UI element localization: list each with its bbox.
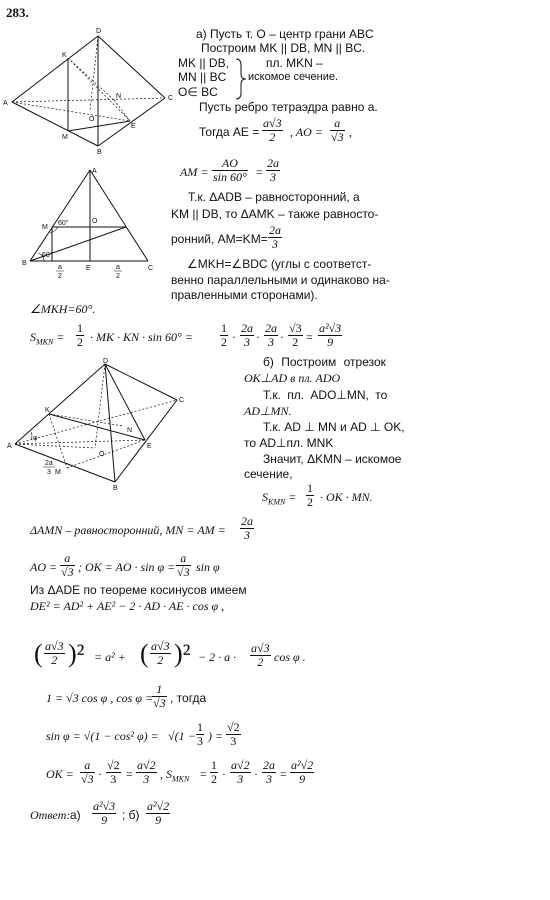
part-a-para-2: KM || DB, то ΔAMK – также равносто- (171, 207, 379, 221)
fig1-label-C: C (168, 95, 174, 102)
part-a-para-1: Т.к. ΔADB – равносторонний, а (188, 190, 360, 204)
part-a-line-3: Пусть ребро тетраэдра равно a. (199, 100, 378, 114)
fig2-label-E: E (86, 265, 91, 272)
s-final-eq-2: = (280, 767, 287, 781)
part-a-para-5: венно параллельными и одинаково на- (171, 273, 390, 287)
ao-fraction: $\frac{a}{√3}$ (331, 116, 344, 144)
fig3-label-A: A (7, 443, 12, 450)
s-final-frac-b: $\frac{2a}{3}$ (263, 758, 275, 786)
system-line-1: MK || DB, (178, 56, 229, 70)
s-term-half: $\frac{1}{2}$ (221, 321, 227, 349)
s-final-label: , $S_{MKN}$ (160, 767, 190, 784)
fig3-label-O: O (99, 451, 105, 458)
system-brace (234, 57, 248, 101)
part-b-line-1: б) Построим отрезок (263, 355, 386, 369)
part-b-line-2: OK⊥AD в пл. ADO (244, 371, 341, 385)
cosine-theorem-formula: DE² = AD² + AE² − 2 · AD · AE · cos φ , (30, 599, 225, 613)
s-half-fraction: $\frac{1}{2}$ (77, 321, 83, 349)
s-term-2a3-1: $\frac{2a}{3}$ (241, 321, 253, 349)
s-kmn-tail: · OK · MN. (320, 490, 373, 504)
ok-final-dot: · (98, 767, 102, 781)
s-term-sqrt3-2: $\frac{√3}{2}$ (289, 321, 302, 349)
cosine-theorem-intro: Из ΔADE по теореме косинусов имеем (30, 583, 247, 597)
fig3-label-E: E (147, 443, 152, 450)
answer-a-fraction: $\frac{\text{a²√3}}{9}$ (93, 799, 116, 827)
fig1-label-B: B (97, 149, 102, 156)
fig2-label-M: M (42, 224, 48, 231)
sin-phi-inner-fraction: $\frac{1}{3}$ (197, 720, 203, 748)
fig1-label-D: D (96, 28, 102, 35)
fig1-label-K: K (62, 52, 67, 59)
s-kmn-label: $S_{KMN}$ = (262, 490, 297, 507)
part-a-para-4: ∠MKH=∠BDC (углы с соответст- (187, 257, 372, 271)
eq-frac-1: $\frac{a√3}{2}$ (45, 639, 64, 667)
angle-mkh-60: ∠MKH=60°. (30, 302, 96, 316)
s-final-eq: = (200, 767, 207, 781)
system-line-3: O∈ BC (178, 85, 218, 99)
sin-phi-close: ) = (208, 729, 224, 743)
s-kmn-half: $\frac{1}{2}$ (307, 481, 313, 509)
s-final-dot-1: · (222, 767, 226, 781)
part-b-line-6: то AD⊥пл. MNK (244, 436, 334, 450)
am-fraction-2: $\frac{2a}{3}$ (267, 156, 279, 184)
fig2-label-a-right: a (116, 264, 120, 271)
eq-frac-2: $\frac{a√3}{2}$ (151, 639, 170, 667)
s-mkn-middle: · MK · KN · sin 60° = (90, 330, 193, 344)
part-b-line-4: AD⊥MN. (244, 404, 292, 418)
system-result-2: искомое сечение. (248, 71, 339, 83)
paren-open-2: ( (140, 639, 149, 668)
ok-final-frac-1: $\frac{a}{√3}$ (81, 758, 94, 786)
ok-fraction: $\frac{a}{√3}$ (177, 551, 190, 579)
fig2-label-a-left: a (58, 264, 62, 271)
fig2-label-2-right: 2 (116, 273, 120, 280)
s-final-frac-a: $\frac{a√2}{3}$ (231, 758, 250, 786)
problem-number: 283. (6, 5, 29, 20)
paren-open-1: ( (34, 639, 43, 668)
answer-label: Ответ: (30, 808, 71, 822)
fig3-label-K: K (45, 407, 50, 414)
ao-comma: , (349, 125, 352, 139)
cos-phi-fraction: $\frac{1}{√3}$ (153, 682, 166, 710)
fig2-label-A: A (92, 168, 97, 175)
fig3-label-N: N (127, 427, 133, 434)
amn-line: ΔAMN – равносторонний, MN = AM = (30, 523, 226, 537)
eq-end: cos φ . (274, 650, 306, 664)
part-b-line-8: сечение, (244, 467, 293, 481)
ae-label: Тогда AE = (199, 125, 260, 139)
paren-close-1: )² (68, 639, 85, 668)
fig3-label-3: 3 (47, 469, 51, 476)
ao-b-fraction: $\frac{a}{√3}$ (61, 551, 74, 579)
s-final-half: $\frac{1}{2}$ (211, 758, 217, 786)
fig2-angle-60-bottom: 60° (42, 252, 53, 259)
fig1-label-M: M (62, 134, 68, 141)
s-dot-3: · (280, 330, 284, 344)
fig3-label-phi: φ (33, 435, 38, 442)
ok-final-eq: = (126, 767, 133, 781)
part-a-para-6: правленными сторонами). (171, 288, 318, 302)
eq-tail: − 2 · a · (198, 650, 237, 664)
s-dot-1: · (232, 330, 236, 344)
fig1-label-N: N (116, 93, 122, 100)
ok-sin-phi: sin φ (196, 560, 220, 574)
fig2-label-C: C (148, 265, 154, 272)
eq-mid: = a² + (94, 650, 126, 664)
fig3-label-D: D (103, 358, 109, 365)
fig3-label-B: B (113, 485, 118, 492)
figure-triangle-2 (20, 165, 160, 280)
am-label: AM = (180, 165, 209, 179)
fig2-label-2-left: 2 (58, 273, 62, 280)
fig1-label-A: A (3, 100, 8, 107)
answer-b-fraction: $\frac{\text{a²√2}}{9}$ (147, 799, 170, 827)
paren-close-2: )² (174, 639, 191, 668)
fig2-label-O: O (92, 218, 98, 225)
part-a-line-2: Построим MK || DB, MN || BC. (201, 41, 366, 55)
ao-label: , AO = (290, 125, 323, 139)
s-term-2a3-2: $\frac{2a}{3}$ (265, 321, 277, 349)
ao-ok-label: AO = (30, 560, 58, 574)
sin-phi-result: $\frac{√2}{3}$ (227, 720, 240, 748)
ok-final-result: $\frac{a√2}{3}$ (137, 758, 156, 786)
s-mkn-label: $S_{MKN}$ = (30, 330, 65, 347)
ok-final-frac-2: $\frac{√2}{3}$ (107, 758, 120, 786)
figure-tetrahedron-1 (0, 28, 180, 156)
part-b-line-7: Значит, ΔKMN – искомое (263, 452, 402, 466)
answer-a: а) (70, 808, 81, 822)
s-final-dot-2: · (254, 767, 258, 781)
part-b-line-3: Т.к. пл. ADO⊥MN, то (263, 388, 388, 402)
sin-phi-line: sin φ = √(1 − cos² φ) = (46, 729, 159, 743)
system-line-2: MN || BC (178, 70, 227, 84)
cos-phi-line: 1 = √3 cos φ , cos φ = (46, 691, 154, 705)
part-a-line-1: а) Пусть т. O – центр грани ABC (196, 27, 374, 41)
am-km-fraction: $\frac{2a}{3}$ (269, 223, 281, 251)
answer-b: ; б) (122, 808, 140, 822)
s-tail-equals: = (306, 330, 313, 344)
fig1-label-E: E (131, 123, 136, 130)
amn-fraction: $\frac{2a}{3}$ (241, 514, 253, 542)
system-result-1: пл. MKN – (266, 56, 323, 70)
sin-phi-root: √(1 − (168, 729, 196, 743)
ae-fraction: $\frac{a√3}{2}$ (263, 116, 282, 144)
cos-phi-tail: , тогда (170, 691, 207, 705)
fig1-label-O: O (89, 116, 95, 123)
fig2-label-B: B (22, 260, 27, 267)
ok-expr: ; OK = AO · sin φ = (78, 560, 176, 574)
s-dot-2: · (256, 330, 260, 344)
fig3-label-C: C (179, 397, 185, 404)
eq-frac-3: $\frac{a√3}{2}$ (251, 641, 270, 669)
fig3-label-M: M (55, 469, 61, 476)
part-b-line-5: Т.к. AD ⊥ MN и AD ⊥ OK, (263, 420, 405, 434)
am-fraction-1: $\frac{AO}{\sin 60^\circ}$ (213, 156, 247, 184)
ok-final-label: OK = (46, 767, 74, 781)
figure-tetrahedron-3 (5, 360, 195, 490)
part-a-para-3: ронний, AM=KM= (171, 232, 268, 246)
s-result-fraction: $\frac{\text{a²√3}}{9}$ (319, 321, 342, 349)
s-final-result: $\frac{\text{a²√2}}{9}$ (291, 758, 314, 786)
am-equals: = (256, 165, 263, 179)
fig3-label-2a: 2a (45, 460, 53, 467)
fig2-angle-60-top: 60° (58, 220, 69, 227)
